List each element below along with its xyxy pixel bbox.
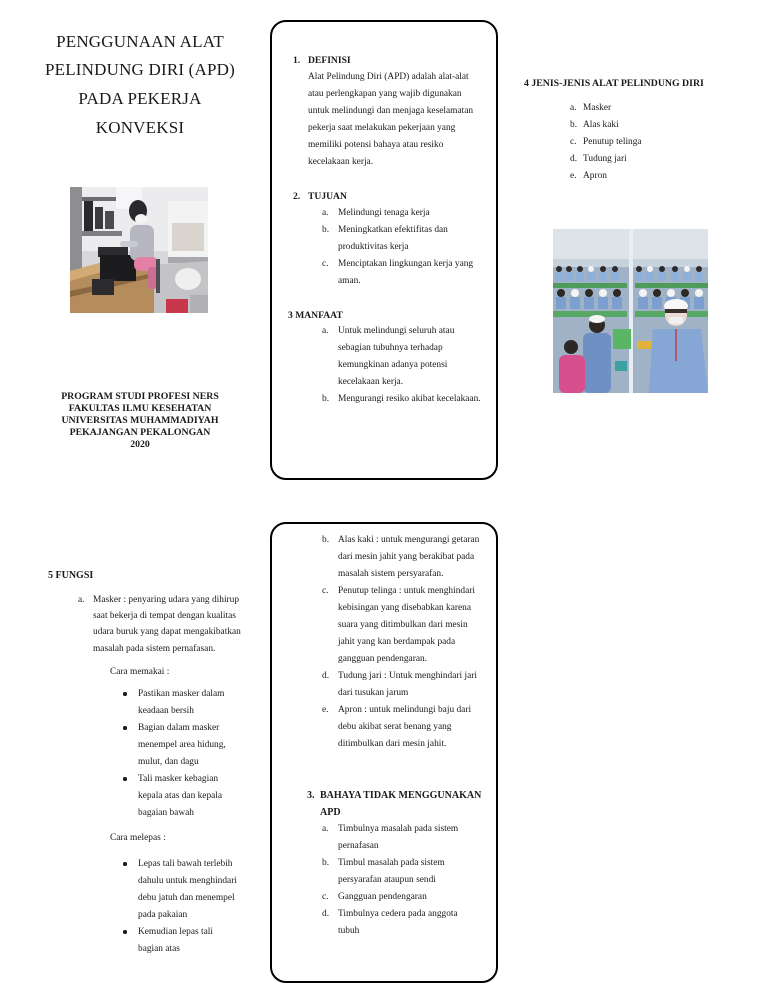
item-marker: b. <box>322 224 330 235</box>
item-text: Timbulnya cedera pada anggota tubuh <box>338 908 458 936</box>
fungsi-heading: 5 FUNGSI <box>48 569 94 581</box>
item-text: Untuk melindungi seluruh atau sebagian tubuhnya terhadap kemungkinan adanya potensi kecelakaan kerja. <box>338 325 455 387</box>
bahaya-item <box>322 906 458 974</box>
item-text: Tudung jari : Untuk menghindari jari dari tusukan jarum <box>338 670 477 698</box>
item-text: Mengurangi resiko akibat kecelakaan. <box>338 393 481 404</box>
definisi-heading: DEFINISI <box>308 54 351 66</box>
manfaat-item <box>322 323 455 391</box>
bahaya-number: 3. <box>307 789 315 801</box>
item-marker: c. <box>322 258 329 269</box>
tujuan-number: 2. <box>293 190 301 202</box>
item-marker: c. <box>570 136 577 147</box>
bullet-icon <box>123 692 127 696</box>
bullet-icon <box>123 930 127 934</box>
item-text: Masker <box>583 102 612 113</box>
item-marker: a. <box>78 594 85 605</box>
item-text: Melindungi tenaga kerja <box>338 207 430 218</box>
item-text: Masker : penyaring udara yang dihirup saat bekerja di tempat dengan kualitas udara buruk yang dapat mengakibatkan masalah pada sistem pernafasan. <box>93 594 241 654</box>
factory-workers-photo <box>553 229 708 393</box>
item-text: Meningkatkan efektifitas dan produktivitas kerja <box>338 224 448 252</box>
item-text: Apron : untuk melindungi baju dari debu akibat serat benang yang ditimbulkan dari mesin jahit. <box>338 704 472 749</box>
cara-melepas-step: Kemudian lepas tali bagian atas <box>138 926 213 954</box>
bullet-icon <box>123 777 127 781</box>
item-text: Gangguan pendengaran <box>338 891 427 902</box>
item-text: Alas kaki : untuk mengurangi getaran dari mesin jahit yang berakibat pada masalah sistem persyarafan. <box>338 534 480 579</box>
sewing-worker-illustration <box>70 187 208 313</box>
bullet-icon <box>123 862 127 866</box>
item-marker: a. <box>322 325 329 336</box>
item-marker: b. <box>322 857 330 868</box>
cara-memakai-step: Pastikan masker dalam keadaan bersih <box>138 688 225 716</box>
definisi-number: 1. <box>293 54 301 66</box>
manfaat-item <box>322 391 481 459</box>
item-text: Timbulnya masalah pada sistem pernafasan <box>338 823 459 851</box>
cara-melepas-label: Cara melepas : <box>110 832 166 843</box>
bahaya-heading: BAHAYA TIDAK MENGGUNAKAN APD <box>320 789 482 818</box>
item-text: Apron <box>583 170 607 181</box>
item-marker: a. <box>322 207 329 218</box>
definisi-text: Alat Pelindung Diri (APD) adalah alat-alat atau perlengkapan yang wajib digunakan untuk melindungi dan menjaga keselamatan pekerja saat melakukan pekerjaan yang memiliki potensi bahaya atau resiko kecelakaan kerja. <box>308 71 474 167</box>
item-marker: a. <box>322 823 329 834</box>
item-text: Alas kaki <box>583 119 619 130</box>
sewing-worker-photo <box>70 187 208 313</box>
factory-workers-illustration <box>553 229 708 393</box>
item-text: Menciptakan lingkungan kerja yang aman. <box>338 258 474 286</box>
item-marker: d. <box>570 153 578 164</box>
cara-memakai-label: Cara memakai : <box>110 666 170 677</box>
item-marker: e. <box>570 170 577 181</box>
item-marker: e. <box>322 704 329 715</box>
item-marker: c. <box>322 891 329 902</box>
manfaat-heading: 3 MANFAAT <box>288 309 343 321</box>
jenis-heading: 4 JENIS-JENIS ALAT PELINDUNG DIRI <box>524 77 704 89</box>
fungsi-item <box>322 702 472 770</box>
institution-block: PROGRAM STUDI PROFESI NERS FAKULTAS ILMU KESEHATAN UNIVERSITAS MUHAMMADIYAH PEKAJANGAN PEKALONGAN 2020 <box>61 391 219 450</box>
jenis-item <box>570 168 607 236</box>
cara-melepas-step: Lepas tali bawah terlebih dahulu untuk menghindari debu jatuh dan menempel pada pakaian <box>138 858 237 920</box>
cara-memakai-step: Tali masker kebagian kepala atas dan kepala bagaian bawah <box>138 773 223 818</box>
item-text: Penutup telinga : untuk menghindari kebisingan yang disebabkan karena suara yang ditimbulkan dari mesin jahit yang kan berdampak pada gangguan pendengaran. <box>338 585 475 664</box>
fungsi-item <box>78 592 241 658</box>
bullet-icon <box>123 726 127 730</box>
cara-memakai-step: Bagian dalam masker menempel area hidung, mulut, dan dagu <box>138 722 226 767</box>
item-text: Timbul masalah pada sistem persyarafan ataupun sendi <box>338 857 445 885</box>
item-marker: d. <box>322 908 330 919</box>
fungsi-item <box>322 583 475 664</box>
cover-title: PENGGUNAAN ALAT PELINDUNG DIRI (APD) PADA PEKERJA KONVEKSI <box>44 31 236 137</box>
item-text: Penutup telinga <box>583 136 642 147</box>
item-marker: d. <box>322 670 330 681</box>
item-marker: b. <box>322 393 330 404</box>
item-marker: a. <box>570 102 577 113</box>
tujuan-heading: TUJUAN <box>308 190 347 202</box>
item-marker: c. <box>322 585 329 596</box>
item-text: Tudung jari <box>583 153 627 164</box>
item-marker: b. <box>570 119 578 130</box>
item-marker: b. <box>322 534 330 545</box>
